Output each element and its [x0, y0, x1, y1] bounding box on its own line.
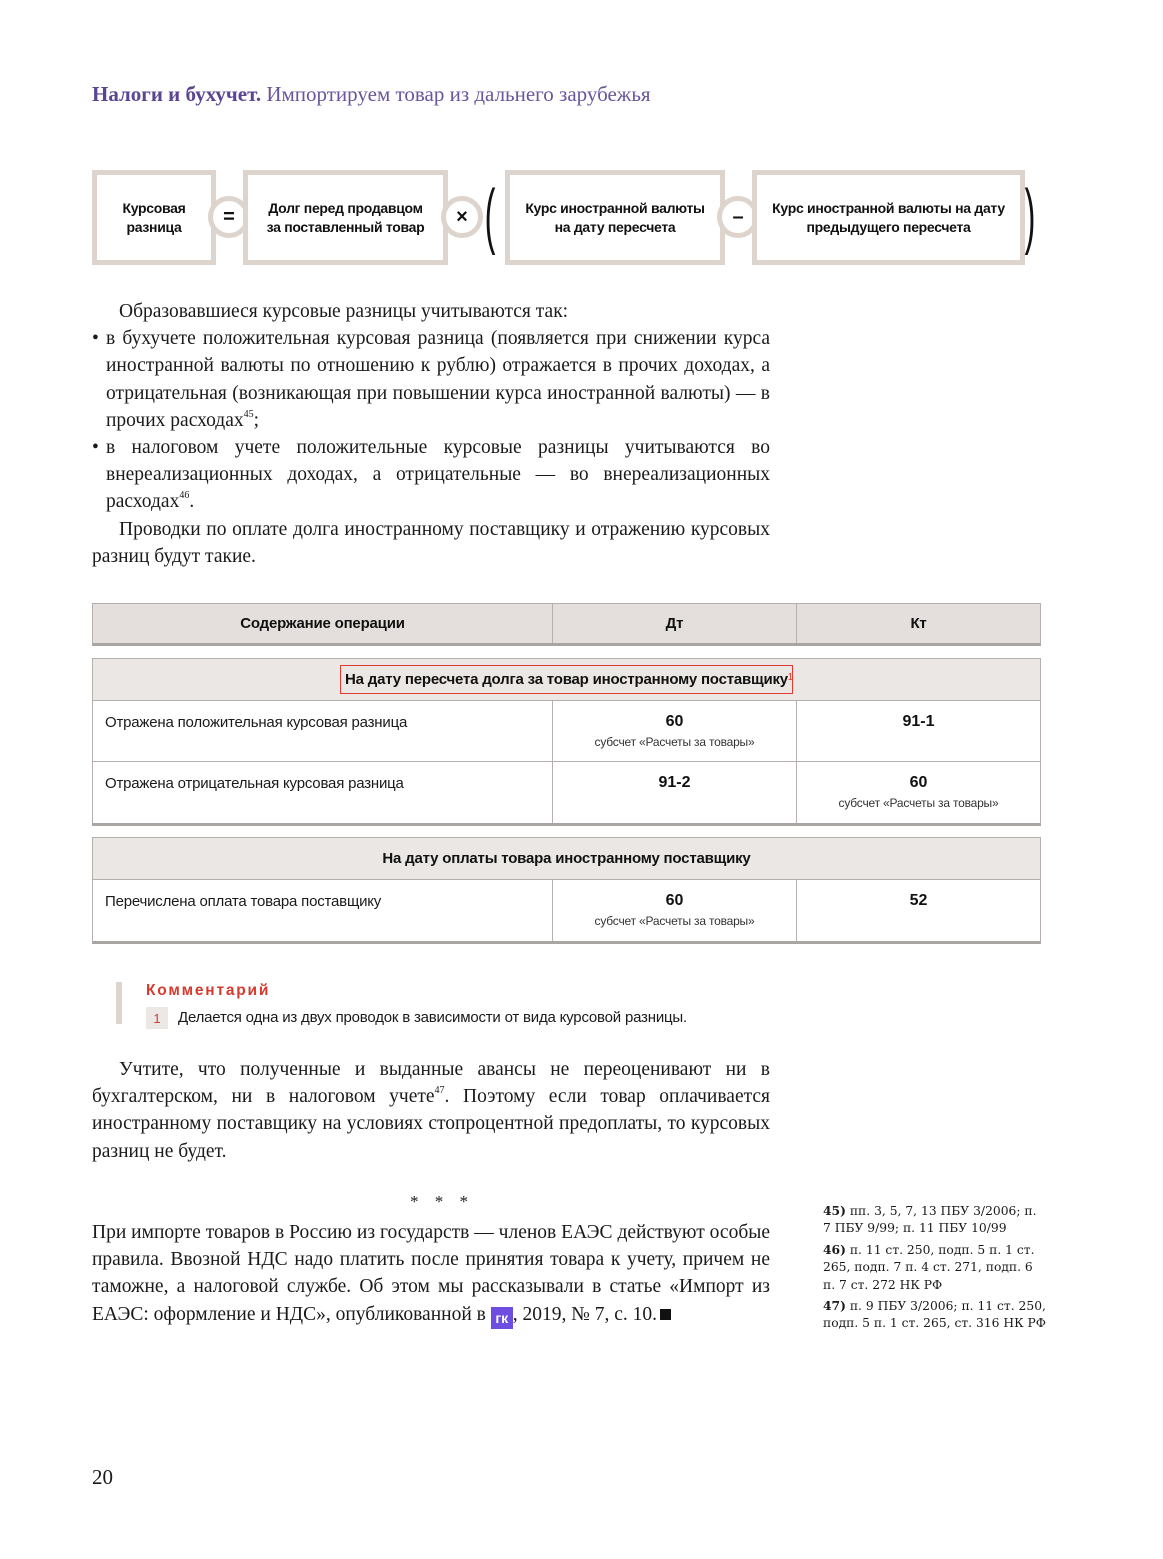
formula-text: Курс иностранной валюты на дату	[772, 199, 1005, 216]
comment-bar	[116, 982, 122, 1024]
formula-box-result	[92, 170, 216, 265]
paragraph-text: . Поэтому если товар оплачивается иностранному поставщику на условиях стопроцентной предоплаты, то курсовых разниц не будет.	[92, 1086, 770, 1162]
bullet-text: в бухучете положительная курсовая разница (появляется при снижении курса иностранной валюты по отношению к рублю) отражается в прочих доходах, а отрицательная (возникающая при повышении курса иностранной валюты) — в прочих расходах	[106, 328, 770, 431]
operation-cell: Отражена отрицательная курсовая разница	[93, 762, 553, 823]
multiply-sign: ×	[441, 196, 483, 238]
credit-cell	[797, 762, 1040, 823]
section-name: Налоги и бухучет.	[92, 82, 262, 106]
bullet-tail: .	[189, 491, 195, 513]
footnote-text: пп. 3, 5, 7, 13 ПБУ 3/2006; п. 7 ПБУ 9/99; п. 11 ПБУ 10/99	[823, 1204, 1037, 1236]
intro-text	[92, 298, 770, 570]
footnote-text: п. 9 ПБУ 3/2006; п. 11 ст. 250, подп. 5 п. 1 ст. 265, ст. 316 НК РФ	[823, 1299, 1046, 1331]
bullet-tail: ;	[253, 409, 260, 431]
bullet-item	[92, 434, 770, 516]
footnote-number: 45)	[823, 1203, 846, 1218]
table-group-revaluation	[92, 658, 1041, 826]
group-title-text: На дату пересчета долга за товар иностранному поставщику	[345, 671, 788, 688]
footnote-number: 46)	[823, 1241, 846, 1257]
magazine-logo-icon[interactable]: гк	[491, 1307, 513, 1329]
comment-number: 1	[146, 1007, 168, 1029]
formula-text: предыдущего пересчета	[806, 218, 971, 235]
eaeu-paragraph	[92, 1219, 770, 1329]
footnote-number: 47)	[823, 1298, 846, 1314]
footnote	[823, 1202, 1048, 1238]
formula-text: разница	[126, 218, 182, 235]
close-parenthesis: )	[1024, 176, 1036, 256]
credit-cell	[797, 701, 1040, 761]
bullet-text: в налоговом учете положительные курсовые разницы учитываются во внереализационных доходах, а отрицательные — во внереализационных расходах	[106, 437, 770, 513]
section-separator: * * *	[410, 1192, 474, 1211]
entries-table-header	[92, 603, 1041, 646]
equals-sign: =	[208, 196, 250, 238]
paragraph-text: Учтите, что полученные и выданные авансы не переоценивают ни в бухгалтерском, ни в налоговом учете	[92, 1059, 770, 1108]
group-title	[93, 659, 1040, 701]
credit-account: 91-1	[902, 713, 935, 730]
debit-subaccount: субсчет «Расчеты за товары»	[594, 735, 755, 749]
article-title: Импортируем товар из дальнего зарубежья	[266, 82, 651, 106]
page-number: 20	[92, 1465, 113, 1489]
debit-cell	[553, 701, 797, 761]
footnote-ref[interactable]: 47	[434, 1085, 445, 1097]
comment-text: Делается одна из двух проводок в зависимости от вида курсовой разницы.	[178, 1009, 687, 1026]
group-title: На дату оплаты товара иностранному поставщику	[93, 838, 1040, 880]
column-header-credit: Кт	[910, 615, 927, 632]
footnote	[823, 1241, 1048, 1294]
credit-cell	[797, 880, 1040, 941]
debit-cell	[553, 762, 797, 823]
footnote-ref[interactable]: 45	[243, 408, 254, 420]
footnotes	[823, 1202, 1048, 1336]
credit-subaccount: субсчет «Расчеты за товары»	[838, 796, 999, 810]
formula-text: Долг перед продавцом	[268, 199, 423, 216]
intro-lead: Образовавшиеся курсовые разницы учитываются так:	[119, 301, 569, 322]
advances-paragraph	[92, 1056, 770, 1165]
commented-title[interactable]	[340, 665, 793, 694]
paragraph-text: , 2019, № 7, с. 10.	[512, 1303, 657, 1325]
paragraph-text: При импорте товаров в Россию из государств — членов ЕАЭС действуют особые правила. Ввозной НДС надо платить после принятия товара к учету, причем не таможне, а налоговой службе. Об этом мы рассказывали в статье «Импорт из ЕАЭС: оформление и НДС», опубликованной в	[92, 1222, 770, 1325]
credit-account: 60	[909, 774, 928, 791]
end-of-article-icon	[660, 1309, 671, 1320]
comment-ref[interactable]: 1	[787, 672, 793, 683]
debit-cell	[553, 880, 797, 941]
formula-text: Курс иностранной валюты	[525, 199, 705, 216]
formula-box-current-rate	[505, 170, 725, 265]
running-header	[92, 82, 651, 107]
footnote-ref[interactable]: 46	[179, 490, 190, 502]
table-group-payment	[92, 837, 1041, 944]
table-row	[93, 762, 1040, 823]
column-header-debit: Дт	[553, 604, 797, 643]
formula-text: за поставленный товар	[266, 218, 425, 235]
intro-outro: Проводки по оплате долга иностранному поставщику и отражению курсовых разниц будут такие.	[92, 518, 770, 567]
bullet-item	[92, 325, 770, 434]
debit-account: 91-2	[658, 774, 691, 791]
footnote-text: п. 11 ст. 250, подп. 5 п. 1 ст. 265, подп. 7 п. 4 ст. 271, подп. 6 п. 7 ст. 272 НК РФ	[823, 1242, 1035, 1292]
minus-sign: –	[717, 196, 759, 238]
operation-cell: Перечислена оплата товара поставщику	[93, 880, 553, 941]
open-parenthesis: (	[484, 176, 496, 256]
column-header-operation: Содержание операции	[93, 604, 553, 643]
formula-text: на дату пересчета	[554, 218, 676, 235]
table-row	[93, 701, 1040, 762]
formula-box-debt	[243, 170, 448, 265]
debit-account: 60	[665, 892, 684, 909]
formula-box-previous-rate	[752, 170, 1025, 265]
table-row	[93, 880, 1040, 941]
credit-account: 52	[909, 892, 928, 909]
comment-title: Комментарий	[146, 982, 271, 999]
operation-cell: Отражена положительная курсовая разница	[93, 701, 553, 761]
debit-account: 60	[665, 713, 684, 730]
debit-subaccount: субсчет «Расчеты за товары»	[594, 914, 755, 928]
formula-text: Курсовая	[122, 199, 186, 216]
footnote	[823, 1297, 1048, 1333]
